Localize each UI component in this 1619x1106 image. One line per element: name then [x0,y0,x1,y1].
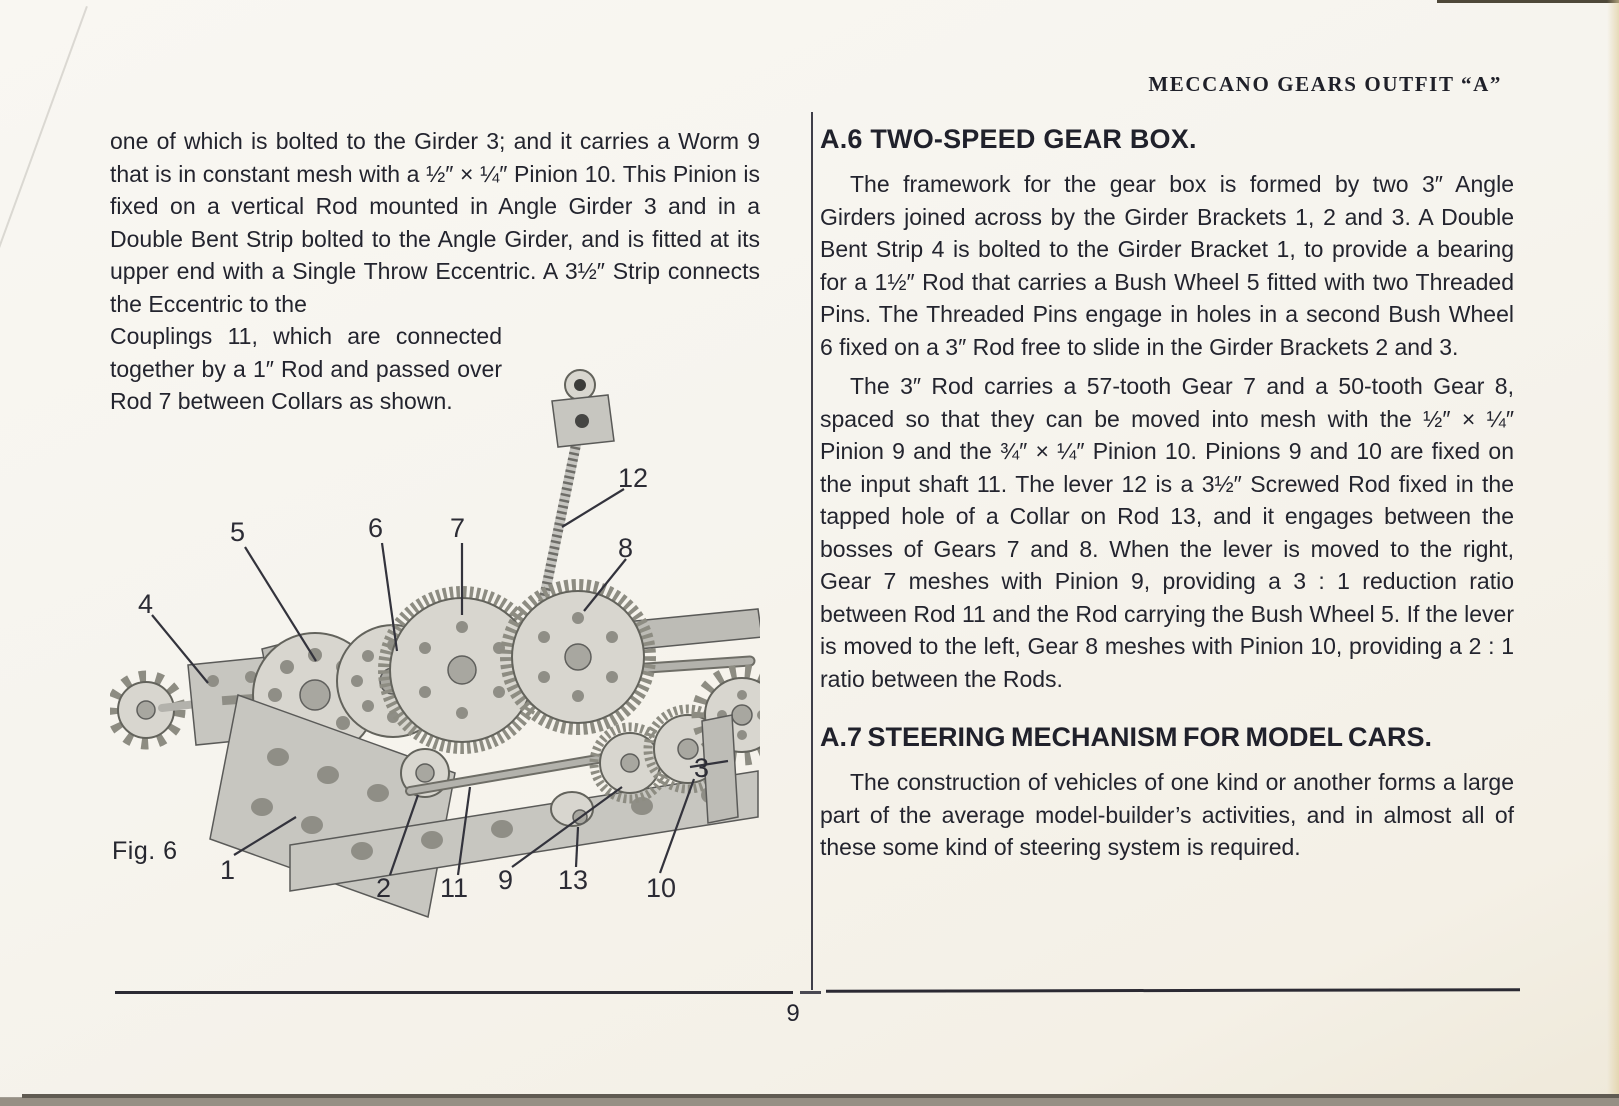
a6-paragraph-2: The 3″ Rod carries a 57-tooth Gear 7 and a 50-tooth Gear 8, spaced so that they can be moved into mesh with the ½″ × ¼″ Pinion 9 and the ¾″ × ¼″ Pinion 10. Pinions 9 and 10 are fixed on the input shaft 11. The lever 12 is a 3½″ Screwed Rod fixed in the tapped hole of a Collar on Rod 13, and it engages between the bosses of Gears 7 and 8. When the lever is moved to the right, Gear 7 meshes with Pinion 9, providing a 3 : 1 reduction ratio between Rod 11 and the Rod carrying the Bush Wheel 5. If the lever is moved to the left, Gear 8 meshes with Pinion 10, providing a 2 : 1 ratio between the Rods. [820,373,1514,692]
figure-callout: 13 [558,865,589,895]
figure-callout: 1 [220,855,236,885]
figure-caption: Fig. 6 [112,837,178,865]
figure-callout: 4 [138,589,154,619]
page-header-title: MECCANO GEARS OUTFIT “A” [1148,72,1502,96]
footer-rule-left [115,991,793,994]
gearbox-photo-illustration [110,365,760,925]
footer-rule-dash [800,991,821,994]
figure-callout: 5 [230,517,246,547]
figure-callout: 10 [646,873,677,903]
paper-crease [0,6,88,336]
page-number: 9 [786,1000,800,1027]
figure-callout: 11 [440,873,469,903]
figure-callout: 12 [618,463,649,493]
collar-13 [551,792,593,826]
figure-callout: 8 [618,533,634,563]
figure-callout: 7 [450,513,466,543]
figure-6 [110,365,760,925]
left-paragraph-narrow: Couplings 11, which are connected together by a 1″ Rod and passed over Rod 7 between Collars as shown. [110,323,502,414]
figure-callout: 3 [694,753,710,783]
footer-rule-right [826,988,1520,992]
right-column [820,124,1514,871]
figure-callout: 9 [498,865,514,895]
a7-paragraph-1: The construction of vehicles of one kind or another forms a large part of the average model-builder’s activities, and in almost all of these some kind of steering system is required. [820,769,1514,860]
section-a7-heading: A.7 STEERING MECHANISM FOR MODEL CARS. [820,722,1433,752]
column-divider [811,112,813,990]
section-a6-heading: A.6 TWO-SPEED GEAR BOX. [820,124,1197,154]
a6-paragraph-1: The framework for the gear box is formed by two 3″ Angle Girders joined across by the Girder Brackets 1, 2 and 3. A Double Bent Strip 4 is bolted to the Girder Bracket 1, to provide a bearing for a 1½″ Rod that carries a Bush Wheel 5 fitted with two Threaded Pins. The Threaded Pins engage in holes in a second Bush Wheel 6 fixed on a 3″ Rod free to slide in the Girder Brackets 2 and 3. [820,171,1514,360]
left-paragraph: one of which is bolted to the Girder 3; and it carries a Worm 9 that is in constant mesh with a ½″ × ¼″ Pinion 10. This Pinion is fixed on a vertical Rod mounted in Angle Girder 3 and in a Double Bent Strip bolted to the Angle Girder, and is fitted at its upper end with a Single Throw Eccentric. A 3½″ Strip connects the Eccentric to the [110,128,760,317]
scan-background [0,1098,1619,1106]
figure-callout: 6 [368,513,384,543]
scan-top-edge [1437,0,1619,3]
page-right-edge [1607,0,1619,1097]
figure-callout: 2 [376,873,392,903]
